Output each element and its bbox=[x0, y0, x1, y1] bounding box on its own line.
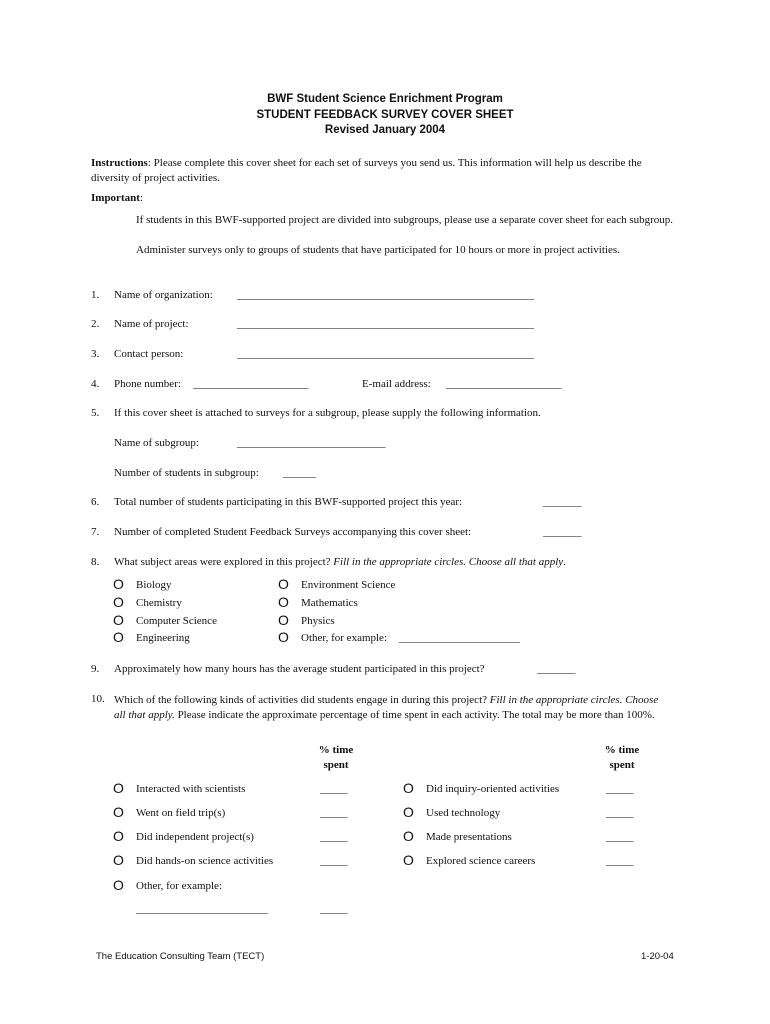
q8-text: What subject areas were explored in this project? bbox=[114, 556, 331, 568]
important-label: Important bbox=[91, 192, 140, 204]
q9-number: 9. bbox=[91, 663, 100, 675]
q1-organization-field[interactable]: ______________________________________________________ bbox=[237, 289, 534, 301]
q10-option-presentations: Made presentations bbox=[426, 831, 512, 843]
q10-text-b: Please indicate the approximate percentage of time spent in each activity. The total may be more than 100%. bbox=[177, 709, 655, 721]
q10-independent-project-circle[interactable]: O bbox=[113, 828, 124, 844]
q10-option-scientists: Interacted with scientists bbox=[136, 783, 246, 795]
doc-title-line-3: Revised January 2004 bbox=[324, 124, 446, 136]
q10-right-header-line-2: spent bbox=[609, 759, 635, 771]
q3-contact-field[interactable]: ______________________________________________________ bbox=[237, 348, 534, 360]
doc-title-line-1: BWF Student Science Enrichment Program bbox=[267, 93, 503, 105]
q4-number: 4. bbox=[91, 378, 100, 390]
q4-email-label: E-mail address: bbox=[362, 378, 431, 390]
q8-option-mathematics: Mathematics bbox=[301, 597, 358, 609]
q8-physics-circle[interactable]: O bbox=[278, 612, 289, 628]
q2-number: 2. bbox=[91, 318, 100, 330]
q8-number: 8. bbox=[91, 556, 100, 568]
important-note-2: Administer surveys only to groups of students that have participated for 10 hours or more in project activities. bbox=[136, 244, 620, 256]
q10-careers-circle[interactable]: O bbox=[403, 852, 414, 868]
q10-text-a: Which of the following kinds of activities did students engage in during this project? bbox=[114, 694, 488, 706]
q8-option-other: Other, for example: bbox=[301, 632, 387, 644]
q10-option-independent-project: Did independent project(s) bbox=[136, 831, 254, 843]
q8-question: What subject areas were explored in this project? Fill in the appropriate circles. Choose all that apply. bbox=[114, 556, 566, 568]
q7-number: 7. bbox=[91, 526, 100, 538]
q1-number: 1. bbox=[91, 289, 100, 301]
q8-environment-science-circle[interactable]: O bbox=[278, 576, 289, 592]
q8-option-engineering: Engineering bbox=[136, 632, 190, 644]
q9-text: Approximately how many hours has the average student participated in this project? bbox=[114, 663, 485, 675]
q5-text: If this cover sheet is attached to surveys for a subgroup, please supply the following information. bbox=[114, 407, 541, 419]
q10-inquiry-pct-field[interactable]: _____ bbox=[606, 783, 634, 795]
q10-scientists-circle[interactable]: O bbox=[113, 780, 124, 796]
q6-text: Total number of students participating in this BWF-supported project this year: bbox=[114, 496, 463, 508]
q4-email-field[interactable]: _____________________ bbox=[446, 378, 562, 390]
q8-engineering-circle[interactable]: O bbox=[113, 629, 124, 645]
q8-option-environment-science: Environment Science bbox=[301, 579, 396, 591]
q7-field[interactable]: _______ bbox=[543, 526, 582, 538]
q10-option-inquiry: Did inquiry-oriented activities bbox=[426, 783, 560, 795]
q8-other-field[interactable]: ______________________ bbox=[399, 632, 520, 644]
q10-option-other: Other, for example: bbox=[136, 880, 222, 892]
q9-field[interactable]: _______ bbox=[537, 663, 576, 675]
instructions-text: : Please complete this cover sheet for each set of surveys you send us. This information will help us describe the diversity of project activities. bbox=[91, 157, 642, 184]
q10-hands-on-pct-field[interactable]: _____ bbox=[320, 855, 348, 867]
q10-right-header-line-1: % time bbox=[604, 744, 640, 756]
q10-technology-circle[interactable]: O bbox=[403, 804, 414, 820]
q8-option-physics: Physics bbox=[301, 615, 335, 627]
q10-option-field-trip: Went on field trip(s) bbox=[136, 807, 226, 819]
q2-label: Name of project: bbox=[114, 318, 189, 330]
q3-number: 3. bbox=[91, 348, 100, 360]
q5-count-field[interactable]: ______ bbox=[283, 467, 316, 479]
footer-organization: The Education Consulting Team (TECT) bbox=[96, 951, 265, 962]
instructions-label: Instructions bbox=[91, 157, 148, 169]
q8-mathematics-circle[interactable]: O bbox=[278, 594, 289, 610]
q8-option-biology: Biology bbox=[136, 579, 172, 591]
instructions-paragraph bbox=[91, 156, 681, 186]
q10-field-trip-circle[interactable]: O bbox=[113, 804, 124, 820]
q5-count-label: Number of students in subgroup: bbox=[114, 467, 259, 479]
important-heading: Important: bbox=[91, 192, 143, 204]
q6-number: 6. bbox=[91, 496, 100, 508]
q10-option-technology: Used technology bbox=[426, 807, 501, 819]
q8-option-computer-science: Computer Science bbox=[136, 615, 217, 627]
q4-phone-field[interactable]: _____________________ bbox=[193, 378, 309, 390]
q10-question bbox=[114, 693, 666, 723]
q5-number: 5. bbox=[91, 407, 100, 419]
footer-date: 1-20-04 bbox=[641, 951, 674, 962]
q8-biology-circle[interactable]: O bbox=[113, 576, 124, 592]
q2-project-field[interactable]: ______________________________________________________ bbox=[237, 318, 534, 330]
q1-label: Name of organization: bbox=[114, 289, 213, 301]
q8-chemistry-circle[interactable]: O bbox=[113, 594, 124, 610]
q10-careers-pct-field[interactable]: _____ bbox=[606, 855, 634, 867]
q10-number: 10. bbox=[91, 693, 105, 705]
q10-inquiry-circle[interactable]: O bbox=[403, 780, 414, 796]
q10-presentations-pct-field[interactable]: _____ bbox=[606, 831, 634, 843]
q7-text: Number of completed Student Feedback Surveys accompanying this cover sheet: bbox=[114, 526, 472, 538]
q5-subgroup-field[interactable]: ___________________________ bbox=[237, 437, 386, 449]
q10-other-pct-field[interactable]: _____ bbox=[320, 903, 348, 915]
q8-computer-science-circle[interactable]: O bbox=[113, 612, 124, 628]
q8-option-chemistry: Chemistry bbox=[136, 597, 182, 609]
q8-instruction: Fill in the appropriate circles. Choose all that apply bbox=[333, 556, 564, 568]
q10-scientists-pct-field[interactable]: _____ bbox=[320, 783, 348, 795]
q6-field[interactable]: _______ bbox=[543, 496, 582, 508]
q10-other-circle[interactable]: O bbox=[113, 877, 124, 893]
doc-title-line-2: STUDENT FEEDBACK SURVEY COVER SHEET bbox=[256, 109, 514, 121]
q3-label: Contact person: bbox=[114, 348, 184, 360]
q8-other-circle[interactable]: O bbox=[278, 629, 289, 645]
q10-technology-pct-field[interactable]: _____ bbox=[606, 807, 634, 819]
q10-presentations-circle[interactable]: O bbox=[403, 828, 414, 844]
q10-option-careers: Explored science careers bbox=[426, 855, 536, 867]
q10-option-hands-on: Did hands-on science activities bbox=[136, 855, 274, 867]
important-note-1: If students in this BWF-supported project are divided into subgroups, please use a separate cover sheet for each subgroup. bbox=[136, 214, 674, 226]
q5-subgroup-label: Name of subgroup: bbox=[114, 437, 199, 449]
q10-independent-project-pct-field[interactable]: _____ bbox=[320, 831, 348, 843]
q4-phone-label: Phone number: bbox=[114, 378, 181, 390]
q10-left-header-line-2: spent bbox=[323, 759, 349, 771]
q10-other-field[interactable]: ________________________ bbox=[136, 903, 268, 915]
q10-instruction: Fill in the appropriate circles. Choose all that apply. bbox=[114, 694, 659, 721]
q10-hands-on-circle[interactable]: O bbox=[113, 852, 124, 868]
q10-left-header-line-1: % time bbox=[318, 744, 354, 756]
q10-field-trip-pct-field[interactable]: _____ bbox=[320, 807, 348, 819]
